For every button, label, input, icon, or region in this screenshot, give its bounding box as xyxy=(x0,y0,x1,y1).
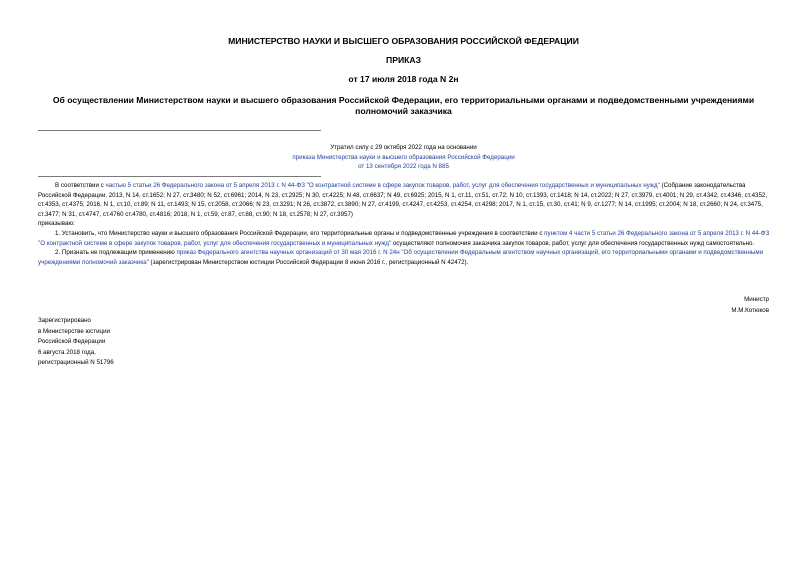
registration-block xyxy=(38,316,114,369)
registration-line: в Министерстве юстиции xyxy=(38,327,111,335)
document-title: Об осуществлении Министерством науки и высшего образования Российской Федерации, его территориальными органами и подведомственными учреждениями полномочий заказчика xyxy=(52,95,755,116)
order-word: приказываю: xyxy=(38,220,75,228)
item-1-prefix: 1. Установить, что Министерство науки и высшего образования Российской Федерации, его территориальные органы и подведомственные учреждения в соответствии с xyxy=(55,229,545,237)
fano-order-link[interactable]: приказ Федерального агентства научных организаций от 30 мая 2016 г. N 24н "Об осуществлении Федеральным агентством научных организаций, его территориальными органами и подведомственными учреждениями полномочий заказчика" xyxy=(38,249,764,266)
status-note xyxy=(200,143,607,172)
document-type: ПРИКАЗ xyxy=(386,55,421,65)
preamble-citations: (Собрание законодательства Российской Федерации, 2013, N 14, ст.1652; N 27, ст.3480; N 52, ст.6961; 2014, N 23, ст.2925; N 30, ст.4225; N 48, ст.6637; N 49, ст.6925; 2015, N 1, ст.11, ст.51, ст.72; N 10, ст.1393, ст.1418; N 14, ст.2022; N 27, ст.3979, ст.4001; N 29, ст.4342, ст.4346, ст.4352, ст.4353, ст.4375; 2016, N 1, ст.10, ст.89; N 11, ст.1493; N 15, ст.2058, ст.2066; N 23, ст.3291; N 26, ст.3872, ст.3890; N 27, ст.4199, ст.4247, ст.4253, ст.4254, ст.4298; 2017, N 1, ст.15, ст.30, ст.41; N 9, ст.1277; N 14, ст.1995; ст.2004; N 18, ст.2660; N 24, ст.3475, ст.3477; N 31, ст.4747, ст.4760 ст.4780, ст.4816; 2018, N 1, ст.59, ст.87, ст.88, ст.90; N 18, ст.2578; N 27, ст.3957) xyxy=(38,182,768,218)
federal-law-link[interactable]: частью 5 статьи 26 Федерального закона от 5 апреля 2013 г. N 44-ФЗ "О контрактной системе в сфере закупок товаров, работ, услуг для обеспечения государственных и муниципальных нужд" xyxy=(105,182,660,189)
item-1-rest: осуществляют полномочия заказчика закупок товаров, работ, услуг для обеспечения государственных нужд самостоятельно. xyxy=(391,239,755,247)
preamble-prefix: В соответствии с xyxy=(55,182,106,189)
document-date-number: от 17 июля 2018 года N 2н xyxy=(348,74,459,84)
repeal-order-link[interactable]: приказа Министерства науки и высшего образования Российской Федерации xyxy=(292,153,515,161)
repeal-order-link-date[interactable]: от 13 сентября 2022 года N 885 xyxy=(358,163,449,170)
registration-line: 6 августа 2018 года, xyxy=(38,348,96,356)
item-2-paragraph xyxy=(38,248,770,267)
item-2-prefix: 2. Признать не подлежащим применению xyxy=(55,249,177,257)
signatory-position: Министр xyxy=(744,296,769,303)
registration-line: Российской Федерации xyxy=(38,338,106,346)
top-divider xyxy=(38,130,321,131)
item-2-rest: (зарегистрирован Министерством юстиции Российской Федерации 8 июня 2016 г., регистрационный N 42472). xyxy=(148,258,469,266)
law-clause-link[interactable]: пунктом 4 части 5 статьи 26 Федерального закона от 5 апреля 2013 г. N 44-ФЗ "О контрактной системе в сфере закупок товаров, работ, услуг для обеспечения государственных и муниципальных нужд" xyxy=(38,229,770,247)
registration-line: Зарегистрировано xyxy=(38,317,91,324)
signatory-name: М.М.Котюков xyxy=(731,306,769,314)
preamble-paragraph xyxy=(38,181,770,219)
ministry-heading: МИНИСТЕРСТВО НАУКИ И ВЫСШЕГО ОБРАЗОВАНИЯ РОССИЙСКОЙ ФЕДЕРАЦИИ xyxy=(228,36,579,46)
signature-block xyxy=(731,295,769,316)
status-note-text: Утратил силу с 29 октября 2022 года на основании xyxy=(330,144,477,151)
item-1-paragraph xyxy=(38,229,770,248)
registration-line: регистрационный N 51796 xyxy=(38,359,114,367)
bottom-divider xyxy=(38,176,321,177)
document-body xyxy=(38,181,770,267)
